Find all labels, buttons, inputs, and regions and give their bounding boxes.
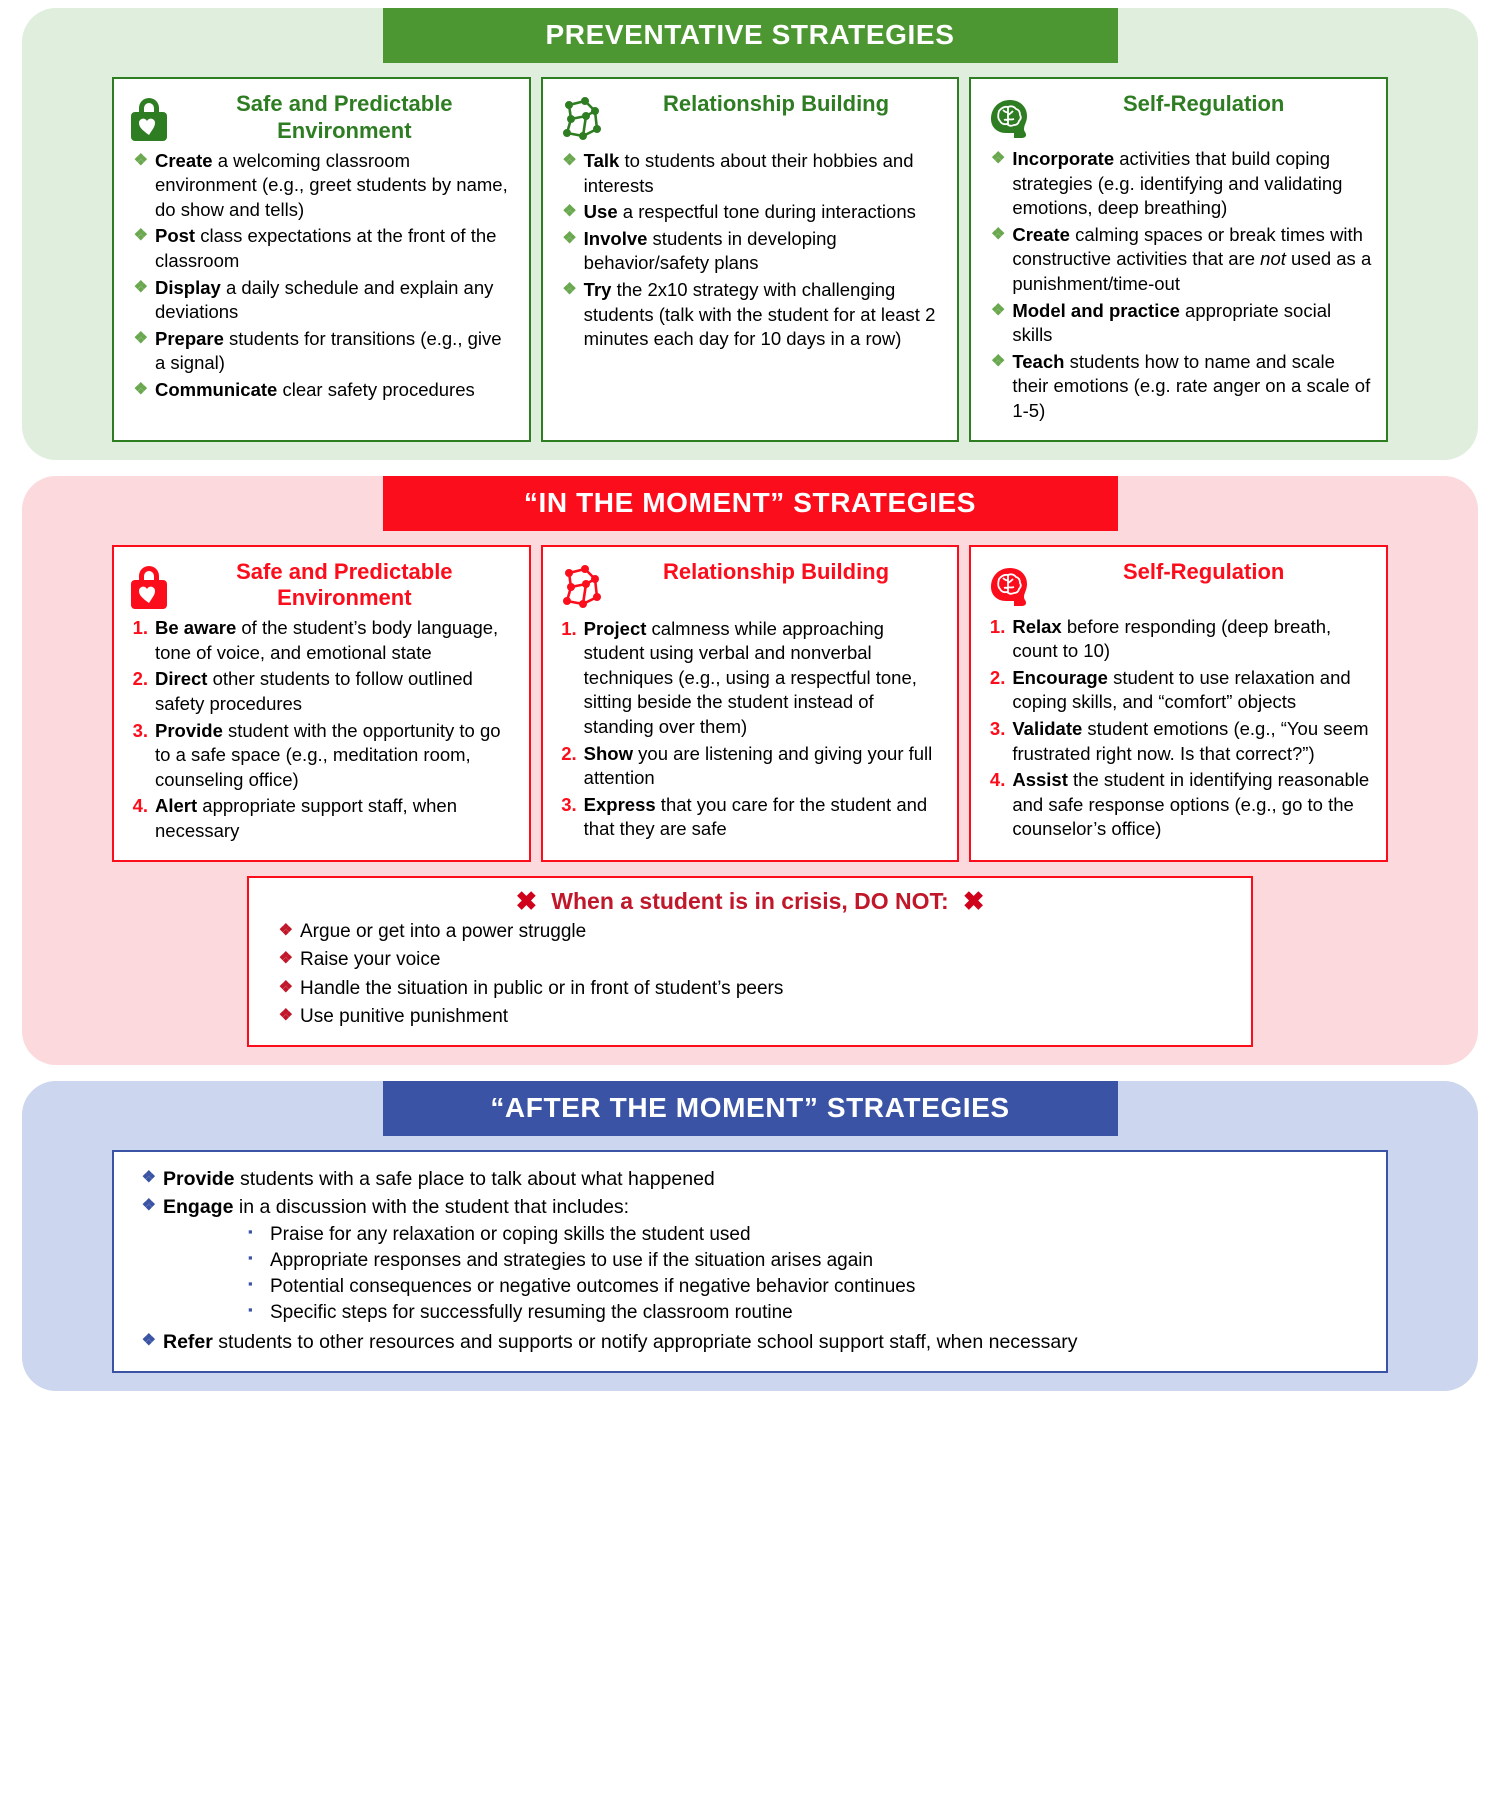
item-text: Handle the situation in public or in front of student’s peers bbox=[300, 977, 784, 999]
item-text: other students to follow outlined safety procedures bbox=[155, 668, 473, 714]
list-item bbox=[130, 1166, 1370, 1193]
item-bold: Create bbox=[155, 149, 213, 171]
item-text: a daily schedule and explain any deviations bbox=[155, 276, 494, 323]
list-item bbox=[126, 224, 515, 273]
do-not-title: When a student is in crisis, DO NOT: bbox=[551, 887, 949, 914]
list-item bbox=[555, 617, 944, 740]
section-banner-in-the-moment: “IN THE MOMENT” STRATEGIES bbox=[383, 476, 1118, 531]
list-item bbox=[248, 1300, 1370, 1326]
card-relationship-building-preventative bbox=[541, 77, 960, 442]
list-number: 3. bbox=[561, 793, 577, 815]
list-item bbox=[983, 350, 1372, 424]
card-list bbox=[126, 616, 515, 843]
list-number: 4. bbox=[989, 769, 1006, 791]
item-text: appropriate support staff, when necessary bbox=[155, 795, 458, 841]
card-header bbox=[126, 559, 515, 613]
item-text: of the student’s body language, tone of voice, and emotional state bbox=[155, 617, 499, 663]
list-item bbox=[267, 1004, 1233, 1031]
card-title: Relationship Building bbox=[662, 558, 890, 584]
item-bold: Provide bbox=[155, 719, 223, 741]
item-bold: Post bbox=[155, 225, 196, 247]
list-item bbox=[126, 794, 515, 843]
card-title: Safe and Predictable Environment bbox=[236, 558, 453, 611]
list-number: 1. bbox=[989, 615, 1006, 637]
after-primary-list bbox=[130, 1166, 1370, 1221]
card-title: Safe and Predictable Environment bbox=[236, 91, 453, 143]
item-text: in a discussion with the student that includes: bbox=[233, 1195, 630, 1218]
item-text: students for transitions (e.g., give a signal) bbox=[155, 327, 502, 374]
card-header bbox=[555, 91, 944, 145]
preventative-cards bbox=[22, 77, 1478, 442]
list-number: 4. bbox=[132, 795, 148, 817]
list-item bbox=[983, 666, 1372, 715]
section-banner-after-the-moment: “AFTER THE MOMENT” STRATEGIES bbox=[383, 1081, 1118, 1136]
head-brain-icon bbox=[983, 561, 1033, 611]
item-bold: Encourage bbox=[1012, 666, 1108, 688]
in-the-moment-cards bbox=[22, 545, 1478, 862]
head-brain-icon bbox=[983, 93, 1033, 143]
item-bold: Use bbox=[583, 201, 618, 223]
item-text: before responding (deep breath, count to 10) bbox=[1012, 615, 1332, 662]
list-item bbox=[555, 793, 944, 842]
item-bold: Incorporate bbox=[1012, 148, 1115, 169]
list-item bbox=[983, 223, 1372, 297]
list-item bbox=[126, 616, 515, 665]
diamond-bullet-icon: ❖ bbox=[141, 1331, 156, 1349]
item-text: appropriate social skills bbox=[1012, 299, 1332, 346]
item-text: Raise your voice bbox=[300, 949, 441, 971]
list-item bbox=[130, 1194, 1370, 1221]
item-text: Appropriate responses and strategies to use if the situation arises again bbox=[270, 1249, 874, 1271]
item-bold: Refer bbox=[163, 1330, 213, 1353]
diamond-bullet-icon: ❖ bbox=[133, 329, 148, 347]
list-item bbox=[126, 276, 515, 325]
diamond-bullet-icon: ❖ bbox=[991, 352, 1006, 370]
square-bullet-icon: ▪ bbox=[248, 1223, 253, 1239]
diamond-bullet-icon: ❖ bbox=[141, 1168, 156, 1186]
item-text: Specific steps for successfully resuming the classroom routine bbox=[270, 1302, 793, 1324]
item-bold: Direct bbox=[155, 668, 208, 690]
list-item bbox=[248, 1222, 1370, 1248]
list-item bbox=[126, 149, 515, 223]
item-bold: Alert bbox=[155, 795, 198, 817]
item-bold: Validate bbox=[1012, 717, 1083, 739]
list-item bbox=[555, 278, 944, 352]
item-bold: Be aware bbox=[155, 617, 237, 639]
list-number: 1. bbox=[561, 617, 577, 639]
x-mark-icon-left: ✖ bbox=[515, 886, 538, 917]
list-item bbox=[983, 615, 1372, 664]
diamond-bullet-icon: ❖ bbox=[562, 203, 577, 221]
list-number: 2. bbox=[989, 666, 1006, 688]
list-number: 2. bbox=[132, 668, 148, 690]
section-after-the-moment bbox=[22, 1081, 1478, 1391]
item-bold: Show bbox=[583, 742, 634, 764]
diamond-bullet-icon: ❖ bbox=[991, 301, 1006, 319]
list-item bbox=[267, 919, 1233, 946]
list-item bbox=[555, 227, 944, 276]
list-number: 3. bbox=[989, 717, 1006, 739]
item-text: a welcoming classroom environment (e.g., greet students by name, do show and tells) bbox=[155, 149, 508, 220]
list-item bbox=[555, 200, 944, 225]
card-self-regulation-in-the-moment bbox=[969, 545, 1388, 862]
card-title: Self-Regulation bbox=[1123, 558, 1285, 584]
item-italic: not bbox=[1260, 248, 1286, 270]
card-header bbox=[555, 559, 944, 613]
list-item bbox=[267, 976, 1233, 1003]
list-item bbox=[126, 667, 515, 716]
list-item bbox=[126, 719, 515, 793]
card-title: Self-Regulation bbox=[1123, 91, 1285, 116]
section-preventative bbox=[22, 8, 1478, 460]
item-text: student with the opportunity to go to a safe space (e.g., meditation room, counseling office) bbox=[155, 719, 501, 790]
after-final-list bbox=[130, 1329, 1370, 1356]
list-item bbox=[983, 147, 1372, 221]
square-bullet-icon: ▪ bbox=[248, 1302, 253, 1318]
item-text: students with a safe place to talk about what happened bbox=[234, 1167, 715, 1190]
diamond-bullet-icon: ❖ bbox=[991, 225, 1006, 243]
item-text: student emotions (e.g., “You seem frustrated right now. Is that correct?”) bbox=[1012, 717, 1369, 764]
diamond-bullet-icon: ❖ bbox=[562, 280, 577, 298]
card-title: Relationship Building bbox=[662, 91, 890, 116]
do-not-box bbox=[247, 876, 1253, 1047]
list-item bbox=[126, 327, 515, 376]
card-self-regulation-preventative bbox=[969, 77, 1388, 442]
diamond-bullet-icon: ❖ bbox=[133, 381, 148, 398]
list-item bbox=[248, 1248, 1370, 1274]
card-list bbox=[983, 615, 1372, 842]
item-text: the student in identifying reasonable and safe response options (e.g., go to the counselor’s office) bbox=[1012, 769, 1370, 840]
item-bold: Express bbox=[583, 793, 656, 815]
square-bullet-icon: ▪ bbox=[248, 1276, 253, 1292]
item-text: student to use relaxation and coping skills, and “comfort” objects bbox=[1012, 666, 1351, 713]
list-item bbox=[267, 947, 1233, 974]
item-text: the 2x10 strategy with challenging students (talk with the student for at least 2 minutes each day for 10 days in a row) bbox=[583, 278, 936, 350]
diamond-bullet-icon: ❖ bbox=[562, 152, 577, 169]
item-text: a respectful tone during interactions bbox=[617, 201, 916, 223]
item-bold: Involve bbox=[583, 227, 648, 249]
item-text: Praise for any relaxation or coping skills the student used bbox=[270, 1223, 751, 1245]
item-text: students to other resources and supports or notify appropriate school support staff, when necessary bbox=[212, 1330, 1078, 1353]
item-bold: Display bbox=[155, 276, 221, 298]
item-text: calming spaces or break times with constructive activities that are bbox=[1012, 223, 1363, 270]
item-bold: Provide bbox=[163, 1167, 235, 1190]
item-bold: Prepare bbox=[155, 327, 224, 349]
after-the-moment-box bbox=[112, 1150, 1388, 1373]
item-text: class expectations at the front of the classroom bbox=[155, 225, 497, 272]
network-nodes-icon bbox=[555, 93, 607, 145]
card-header bbox=[983, 91, 1372, 143]
diamond-bullet-icon: ❖ bbox=[133, 151, 148, 169]
item-bold: Talk bbox=[583, 150, 620, 171]
list-item bbox=[983, 717, 1372, 766]
item-bold: Project bbox=[583, 617, 647, 639]
item-bold: Engage bbox=[163, 1195, 234, 1218]
item-text-2: used as a punishment/time-out bbox=[1012, 248, 1372, 294]
list-item bbox=[248, 1274, 1370, 1300]
card-header bbox=[126, 91, 515, 145]
item-text: students how to name and scale their emotions (e.g. rate anger on a scale of 1-5) bbox=[1012, 350, 1371, 421]
item-text: activities that build coping strategies (e.g. identifying and validating emotions, deep breathing) bbox=[1012, 148, 1343, 219]
card-list bbox=[983, 147, 1372, 424]
item-text: Use punitive punishment bbox=[300, 1006, 509, 1028]
x-mark-icon-right: ✖ bbox=[962, 886, 985, 917]
item-text: that you care for the student and that they are safe bbox=[583, 793, 928, 840]
card-header bbox=[983, 559, 1372, 611]
item-text: students in developing behavior/safety plans bbox=[583, 227, 837, 274]
card-relationship-building-in-the-moment bbox=[541, 545, 960, 862]
item-bold: Create bbox=[1012, 223, 1070, 245]
diamond-bullet-icon: ❖ bbox=[991, 150, 1006, 167]
item-text: you are listening and giving your full attention bbox=[583, 742, 933, 789]
item-bold: Relax bbox=[1012, 615, 1062, 637]
list-item bbox=[555, 149, 944, 198]
list-item bbox=[126, 378, 515, 403]
card-safe-environment-in-the-moment bbox=[112, 545, 531, 862]
after-sub-list bbox=[248, 1222, 1370, 1327]
list-number: 2. bbox=[561, 742, 577, 764]
diamond-bullet-icon: ❖ bbox=[133, 278, 148, 296]
diamond-bullet-icon: ❖ bbox=[278, 921, 293, 939]
item-bold: Assist bbox=[1012, 769, 1068, 791]
item-bold: Teach bbox=[1012, 350, 1065, 372]
lock-heart-icon bbox=[126, 561, 172, 611]
item-text: clear safety procedures bbox=[277, 379, 475, 400]
square-bullet-icon: ▪ bbox=[248, 1249, 253, 1265]
section-banner-preventative: PREVENTATIVE STRATEGIES bbox=[383, 8, 1118, 63]
diamond-bullet-icon: ❖ bbox=[133, 227, 148, 245]
do-not-list bbox=[267, 919, 1233, 1031]
diamond-bullet-icon: ❖ bbox=[562, 229, 577, 247]
item-text: to students about their hobbies and interests bbox=[583, 150, 914, 196]
item-text: Argue or get into a power struggle bbox=[300, 920, 587, 942]
card-list bbox=[555, 149, 944, 352]
card-list bbox=[126, 149, 515, 403]
list-number: 3. bbox=[132, 719, 148, 741]
list-item bbox=[130, 1329, 1370, 1356]
diamond-bullet-icon: ❖ bbox=[278, 1007, 293, 1025]
diamond-bullet-icon: ❖ bbox=[278, 978, 293, 996]
card-list bbox=[555, 617, 944, 842]
item-text: calmness while approaching student using verbal and nonverbal techniques (e.g., using a respectful tone, sitting beside the student instead of standing over them) bbox=[583, 617, 917, 737]
list-item bbox=[983, 299, 1372, 348]
list-item bbox=[555, 742, 944, 791]
network-nodes-icon bbox=[555, 561, 607, 613]
item-bold: Try bbox=[583, 278, 612, 300]
item-bold: Communicate bbox=[155, 379, 278, 400]
card-safe-environment-preventative bbox=[112, 77, 531, 442]
section-in-the-moment bbox=[22, 476, 1478, 1065]
list-item bbox=[983, 768, 1372, 842]
diamond-bullet-icon: ❖ bbox=[278, 950, 293, 968]
do-not-title-row bbox=[267, 888, 1233, 915]
diamond-bullet-icon: ❖ bbox=[141, 1196, 156, 1214]
item-text: Potential consequences or negative outcomes if negative behavior continues bbox=[270, 1276, 916, 1298]
item-bold: Model and practice bbox=[1012, 299, 1180, 321]
lock-heart-icon bbox=[126, 93, 172, 143]
list-number: 1. bbox=[132, 617, 148, 639]
